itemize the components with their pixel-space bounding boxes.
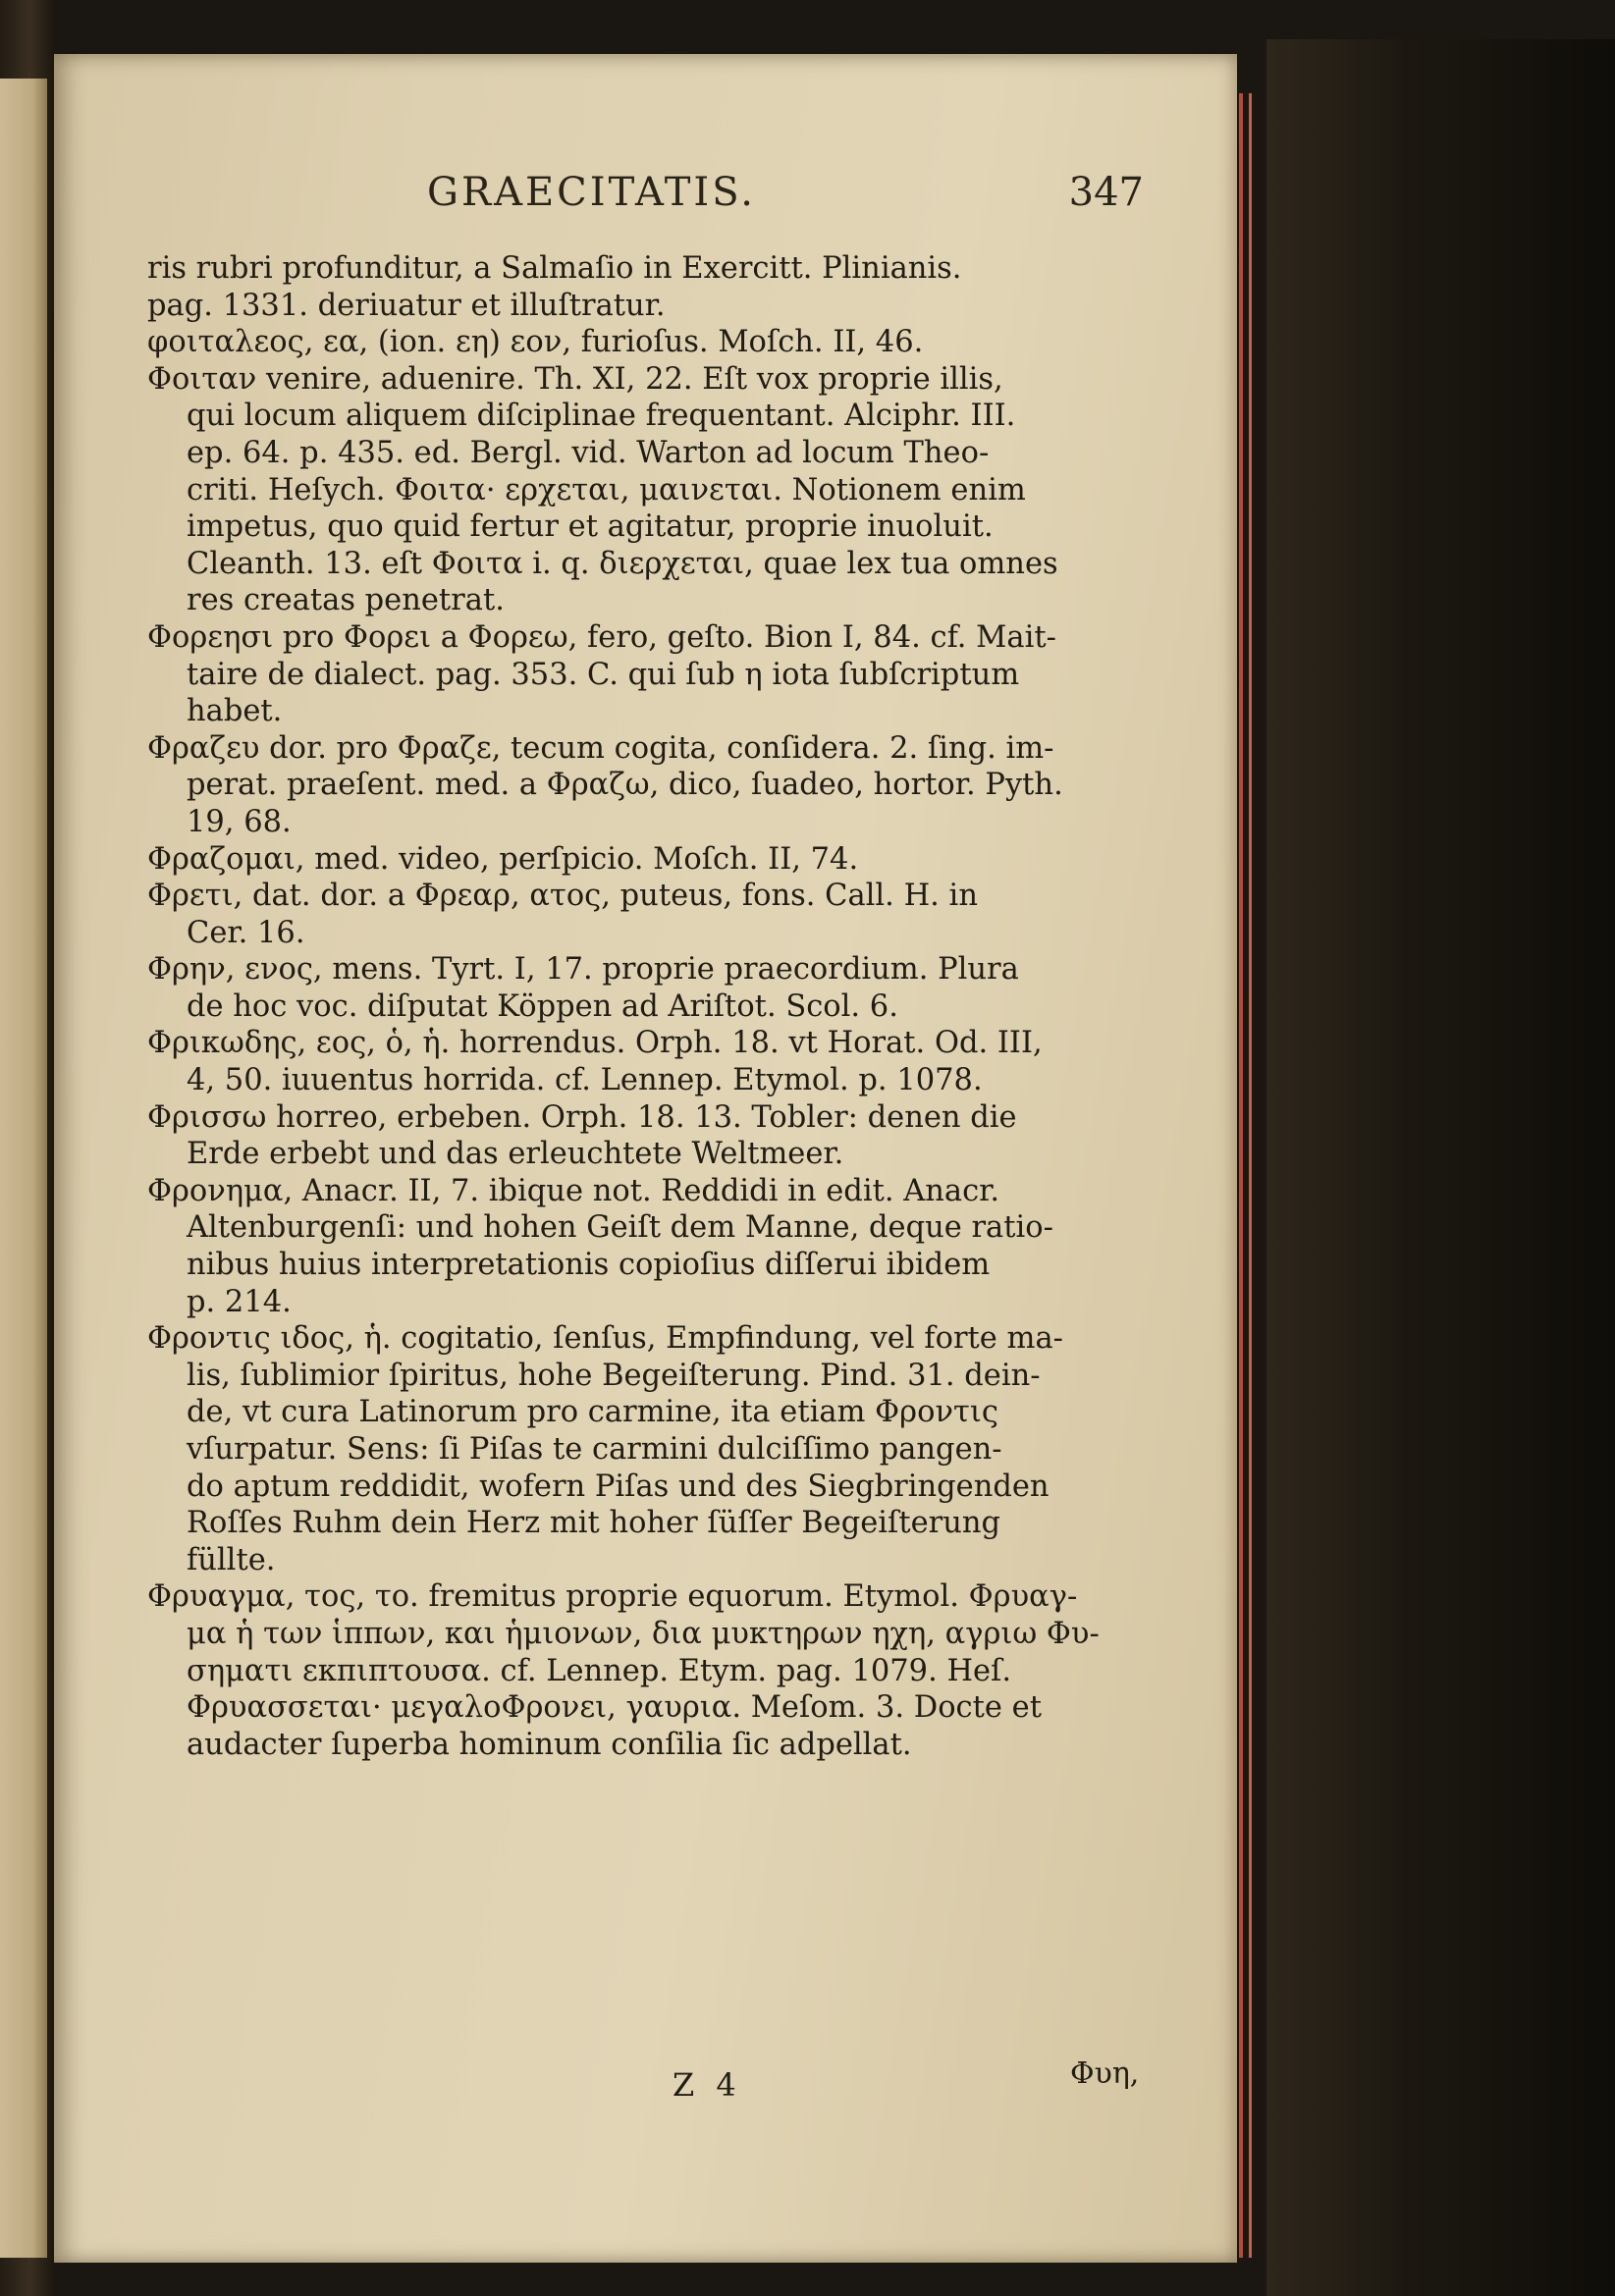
text-line: Φορεησι pro Φορει a Φορεω, fero, geſto. Bion I, 84. cf. Mait- (147, 619, 1056, 655)
facing-page-edge (0, 79, 47, 2258)
text-line: Altenburgenſi: und hohen Geiſt dem Manne, deque ratio- (187, 1210, 1053, 1246)
text-line: p. 214. (187, 1284, 292, 1319)
text-line: Φρυασσεται· μεγαλοΦρονει, γαυρια. Meſom. 3. Docte et (187, 1690, 1042, 1726)
text-line: res creatas penetrat. (187, 583, 505, 618)
text-line: do aptum reddidit, wofern Piſas und des Siegbringenden (187, 1468, 1050, 1504)
text-line: nibus huius interpretationis copioſius diſſerui ibidem (187, 1248, 991, 1283)
text-line: criti. Heſych. Φοιτα· ερχεται, μαινεται. Notionem enim (187, 472, 1026, 507)
text-line: taire de dialect. pag. 353. C. qui ſub η iota ſubſcriptum (187, 657, 1020, 692)
text-line: de hoc voc. diſputat Köppen ad Ariſtot. Scol. 6. (187, 988, 898, 1024)
text-line: ris rubri profunditur, a Salmaſio in Exercitt. Plinianis. (147, 251, 962, 286)
text-line: Cer. 16. (187, 915, 305, 950)
text-line: vſurpatur. Sens: ſi Piſas te carmini dulciſſimo pangen- (187, 1432, 1002, 1467)
text-line: pag. 1331. deriuatur et illuſtratur. (147, 288, 666, 323)
text-line: de, vt cura Latinorum pro carmine, ita etiam Φροντις (187, 1395, 998, 1430)
text-line: Roſſes Ruhm dein Herz mit hoher ſüſſer Begeiſterung (187, 1506, 1001, 1541)
catchword: Φυη, (1070, 2056, 1140, 2091)
page-edge-stripe (1249, 93, 1252, 2258)
text-line: φοιταλεος, εα, (ion. εη) εον, furioſus. Moſch. II, 46. (147, 325, 924, 360)
text-line: Φρυαγμα, τος, το. fremitus proprie equorum. Etymol. Φρυαγ- (147, 1579, 1078, 1615)
text-line: habet. (187, 694, 283, 729)
book-page (54, 54, 1237, 2263)
book-cover (1266, 39, 1615, 2296)
page-header (172, 164, 1144, 223)
text-line: lis, ſublimior ſpiritus, hohe Begeiſterung. Pind. 31. dein- (187, 1358, 1041, 1393)
text-line: ep. 64. p. 435. ed. Bergl. vid. Warton ad locum Theo- (187, 435, 990, 470)
text-line: μα ἡ των ἱππων, και ἡμιονων, δια μυκτηρων ηχη, αγριω Φυ- (187, 1616, 1100, 1651)
page-edge-stripe (1239, 93, 1243, 2258)
text-line: Erde erbebt und das erleuchtete Weltmeer. (187, 1137, 844, 1172)
page-number: 347 (1068, 170, 1144, 215)
text-line: 19, 68. (187, 804, 292, 839)
running-head: GRAECITATIS. (427, 170, 756, 215)
text-line: audacter ſuperba hominum conſilia ſic adpellat. (187, 1727, 912, 1762)
text-line: Φρην, ενος, mens. Tyrt. I, 17. proprie praecordium. Plura (147, 952, 1019, 988)
text-line: Φρονημα, Anacr. II, 7. ibique not. Reddidi in edit. Anacr. (147, 1173, 1000, 1208)
text-line: Φρικωδης, εος, ὁ, ἡ. horrendus. Orph. 18. vt Horat. Od. III, (147, 1026, 1043, 1061)
text-line: 4, 50. iuuentus horrida. cf. Lennep. Etymol. p. 1078. (187, 1063, 983, 1098)
text-line: Φροντις ιδος, ἡ. cogitatio, ſenſus, Empfindung, vel forte ma- (147, 1321, 1063, 1357)
text-line: Cleanth. 13. eſt Φοιτα i. q. διερχεται, quae lex tua omnes (187, 546, 1058, 581)
text-line: σηματι εκπιπτουσα. cf. Lennep. Etym. pag. 1079. Heſ. (187, 1653, 1012, 1688)
text-line: qui locum aliquem diſciplinae frequentant. Alciphr. III. (187, 399, 1016, 434)
text-line: impetus, quo quid fertur et agitatur, proprie inuoluit. (187, 509, 994, 545)
text-line: Φραζομαι, med. video, perſpicio. Moſch. II, 74. (147, 841, 859, 877)
text-line: füllte. (187, 1542, 276, 1577)
text-line: Φοιταν venire, aduenire. Th. XI, 22. Eſt vox proprie illis, (147, 361, 1003, 397)
text-line: Φρισσω horreo, erbeben. Orph. 18. 13. Tobler: denen die (147, 1099, 1017, 1135)
text-line: perat. praeſent. med. a Φραζω, dico, ſuadeo, hortor. Pyth. (187, 768, 1063, 803)
text-line: Φρετι, dat. dor. a Φρεαρ, ατος, puteus, fons. Call. H. in (147, 879, 978, 914)
text-line: Φραζευ dor. pro Φραζε, tecum cogita, conſidera. 2. ſing. im- (147, 730, 1054, 766)
page-body-text (147, 250, 1129, 1763)
signature-mark: Z 4 (673, 2066, 742, 2104)
